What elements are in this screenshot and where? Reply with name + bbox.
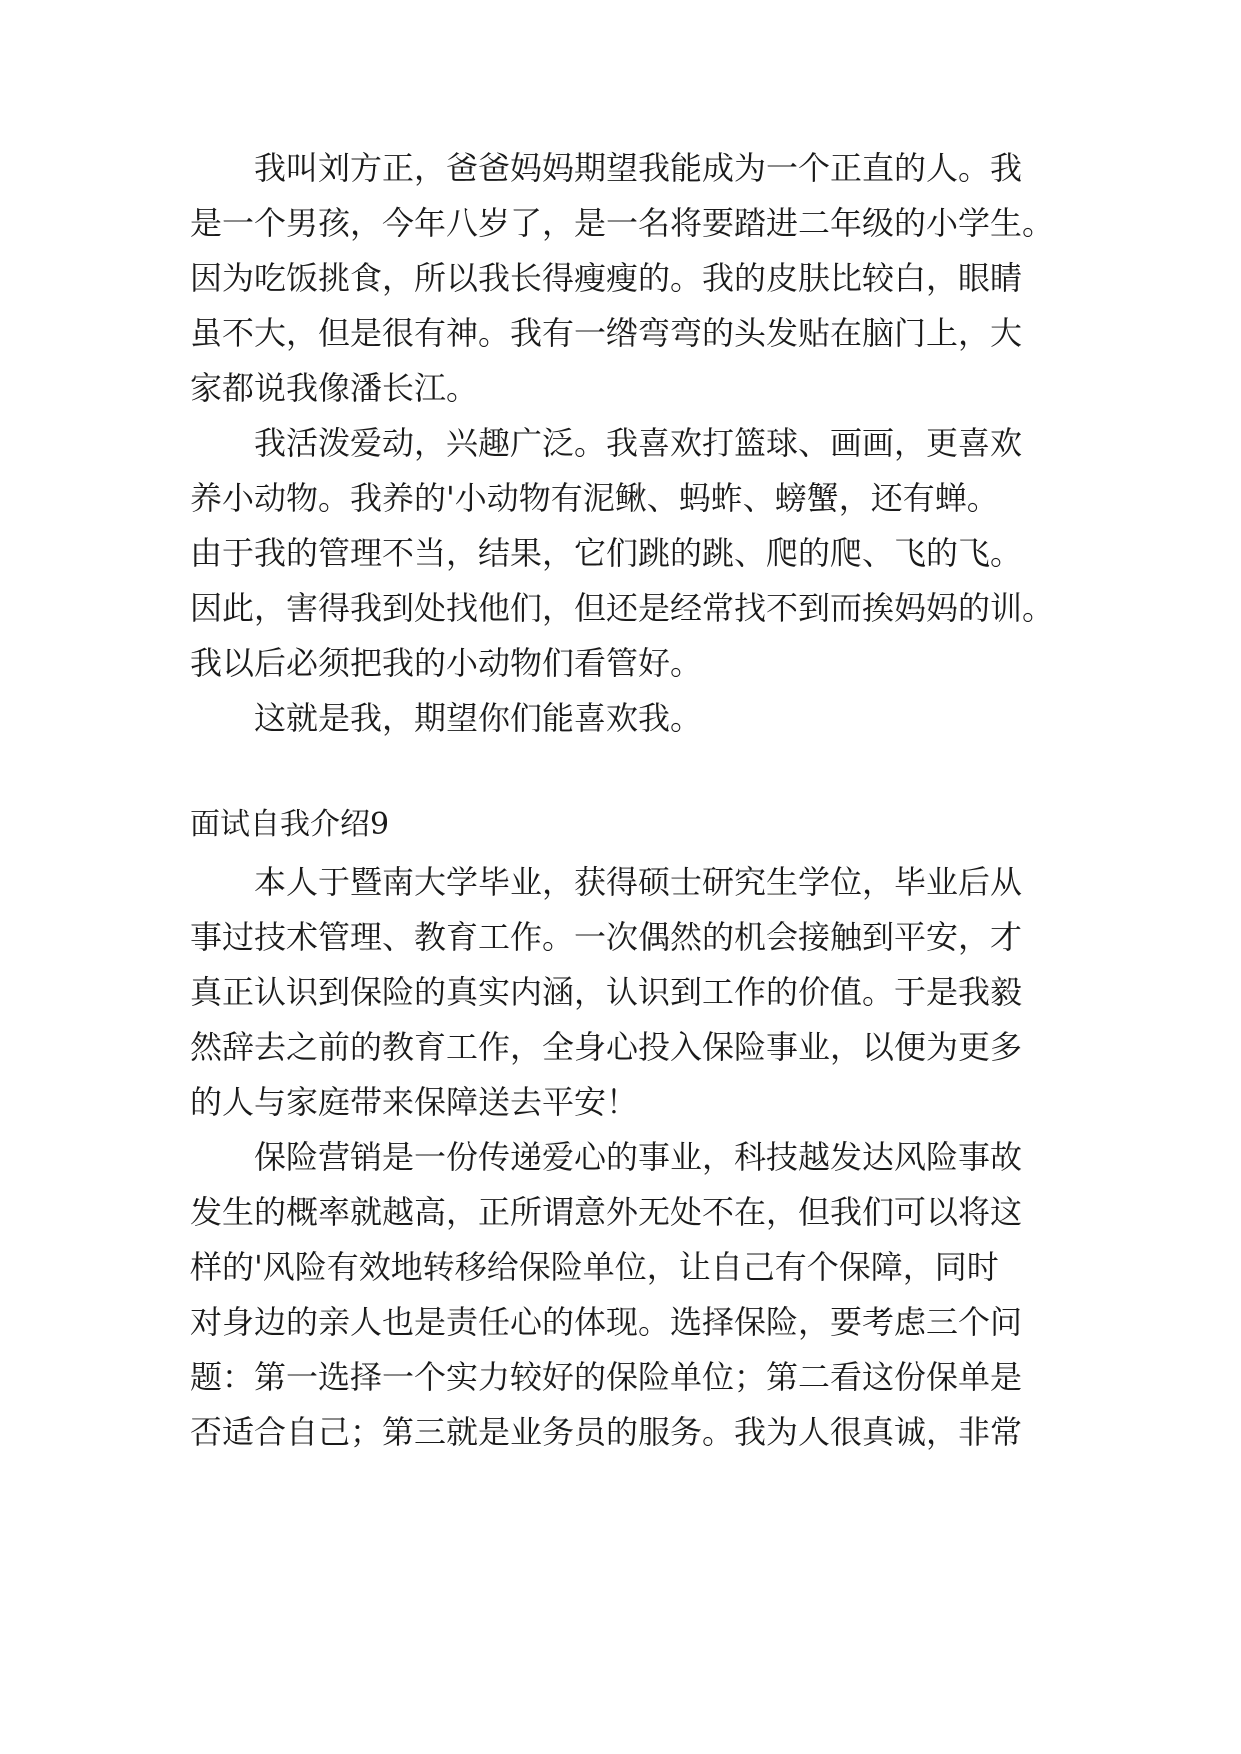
text-line: 我以后必须把我的小动物们看管好。 (190, 644, 703, 682)
text-line: 否适合自己；第三就是业务员的服务。我为人很真诚，非常 (190, 1413, 1023, 1451)
text-line: 然辞去之前的教育工作，全身心投入保险事业，以便为更多 (190, 1028, 1023, 1066)
text-line: 样的'风险有效地转移给保险单位，让自己有个保障，同时 (190, 1248, 999, 1286)
text-line: 这就是我，期望你们能喜欢我。 (254, 699, 703, 737)
text-line: 对身边的亲人也是责任心的体现。选择保险，要考虑三个问 (190, 1303, 1023, 1341)
text-line: 虽不大，但是很有神。我有一绺弯弯的头发贴在脑门上，大 (190, 314, 1023, 352)
section-heading: 面试自我介绍9 (190, 807, 390, 842)
text-line: 因此，害得我到处找他们，但还是经常找不到而挨妈妈的训。 (190, 589, 1055, 627)
text-line: 我叫刘方正，爸爸妈妈期望我能成为一个正直的人。我 (254, 149, 1023, 187)
text-line: 我活泼爱动，兴趣广泛。我喜欢打篮球、画画，更喜欢 (254, 424, 1023, 462)
text-line: 因为吃饭挑食，所以我长得瘦瘦的。我的皮肤比较白，眼睛 (190, 259, 1023, 297)
text-line: 是一个男孩，今年八岁了，是一名将要踏进二年级的小学生。 (190, 204, 1055, 242)
text-line: 事过技术管理、教育工作。一次偶然的机会接触到平安，才 (190, 918, 1023, 956)
text-line: 题：第一选择一个实力较好的保险单位；第二看这份保单是 (190, 1358, 1023, 1396)
text-line: 真正认识到保险的真实内涵，认识到工作的价值。于是我毅 (190, 973, 1023, 1011)
text-line: 由于我的管理不当，结果，它们跳的跳、爬的爬、飞的飞。 (190, 534, 1023, 572)
text-line: 家都说我像潘长江。 (190, 369, 479, 407)
text-line: 本人于暨南大学毕业，获得硕士研究生学位，毕业后从 (254, 863, 1023, 901)
text-line: 发生的概率就越高，正所谓意外无处不在，但我们可以将这 (190, 1193, 1023, 1231)
text-line: 养小动物。我养的'小动物有泥鳅、蚂蚱、螃蟹，还有蝉。 (190, 479, 999, 517)
text-line: 保险营销是一份传递爱心的事业，科技越发达风险事故 (254, 1138, 1023, 1176)
text-line: 的人与家庭带来保障送去平安！ (190, 1083, 639, 1121)
